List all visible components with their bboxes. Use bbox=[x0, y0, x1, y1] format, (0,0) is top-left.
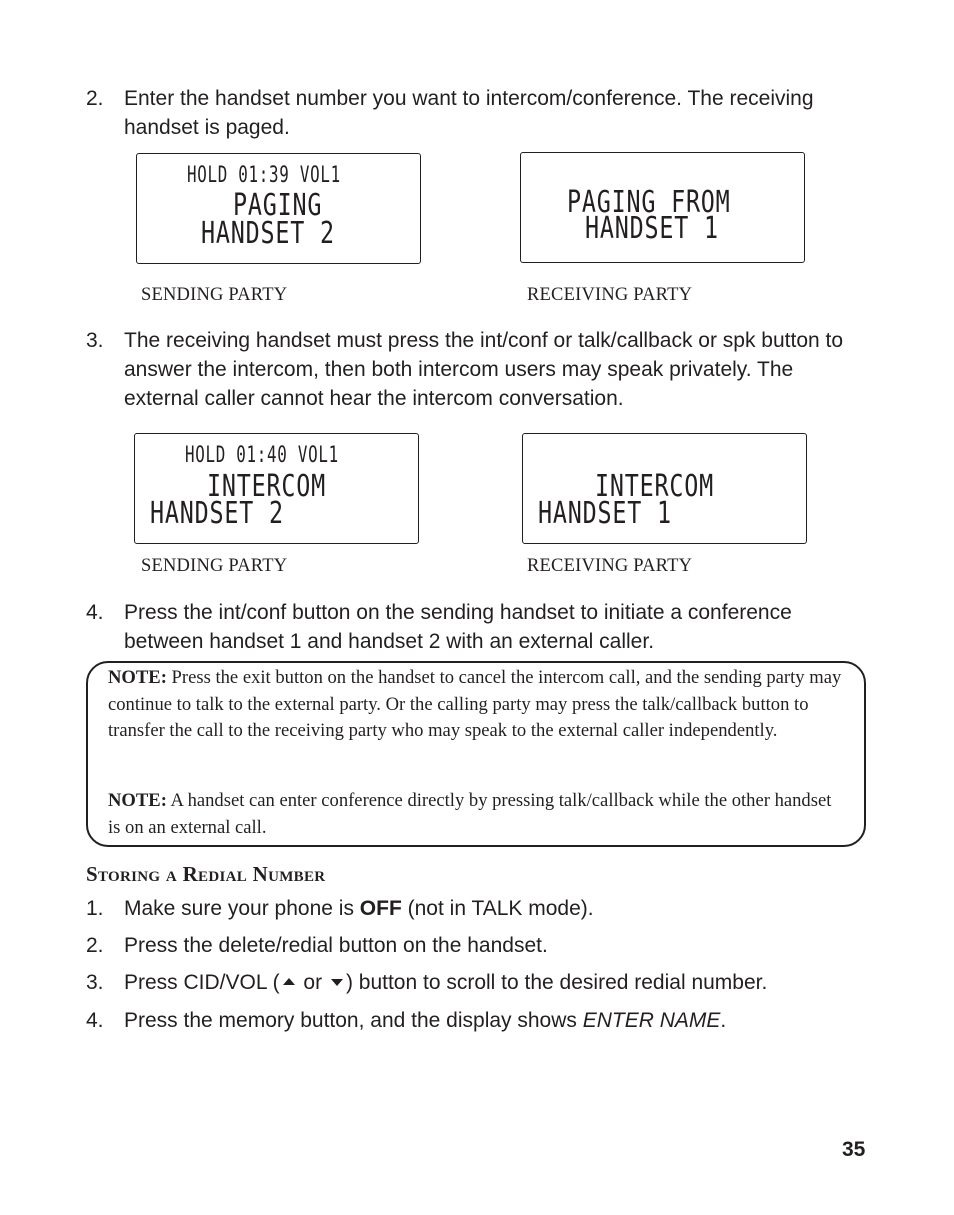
step-number: 4. bbox=[86, 601, 104, 624]
note-label: NOTE: bbox=[108, 790, 167, 811]
step-number: 1. bbox=[86, 897, 104, 920]
note-text: Press the exit button on the handset to cancel the intercom call, and the sending party may continue to talk to the external party. Or the calling party may press the talk/callback button to transfer the call to the receiving party who may speak to the external caller independently. bbox=[108, 667, 842, 741]
lcd-line: HANDSET 2 bbox=[150, 496, 284, 531]
lcd-line: HOLD 01:40 VOL1 bbox=[185, 443, 339, 468]
lcd-line: HANDSET 1 bbox=[585, 211, 719, 246]
up-arrow-icon bbox=[283, 978, 295, 985]
item-text: . bbox=[720, 1009, 727, 1032]
lcd-line: HANDSET 2 bbox=[201, 216, 335, 251]
item-text: (not in TALK mode). bbox=[401, 897, 594, 920]
step-number: 2. bbox=[86, 934, 104, 957]
step-text: The receiving handset must press the int/conf or talk/callback or spk button to answer the intercom, then both intercom users may speak privately. The external caller cannot hear the intercom conversation. bbox=[124, 329, 844, 410]
item-text: Make sure your phone is bbox=[124, 897, 360, 920]
section-heading: Storing a Redial Number bbox=[86, 862, 326, 886]
step-number: 4. bbox=[86, 1009, 104, 1032]
caption-sending-party: SENDING PARTY bbox=[141, 556, 288, 576]
caption-receiving-party: RECEIVING PARTY bbox=[527, 556, 693, 576]
item-text: Press the delete/redial button on the handset. bbox=[124, 934, 548, 957]
lcd-line: INTERCOM bbox=[207, 469, 326, 504]
step-2 bbox=[86, 84, 856, 142]
step-number: 3. bbox=[86, 971, 104, 994]
list-item bbox=[86, 1006, 856, 1035]
note-1 bbox=[108, 665, 843, 745]
item-text: Press the memory button, and the display shows bbox=[124, 1009, 583, 1032]
step-number: 3. bbox=[86, 329, 104, 352]
step-text: Press the int/conf button on the sending handset to initiate a conference between handset 1 and handset 2 with an external caller. bbox=[124, 601, 792, 653]
step-4 bbox=[86, 598, 856, 656]
caption-sending-party: SENDING PARTY bbox=[141, 285, 288, 305]
item-text: ) button to scroll to the desired redial number. bbox=[345, 971, 768, 994]
item-text: or bbox=[297, 971, 328, 994]
lcd-intercom-receiving bbox=[522, 433, 807, 544]
caption-receiving-party: RECEIVING PARTY bbox=[527, 285, 693, 305]
step-3 bbox=[86, 326, 856, 413]
step-text: Enter the handset number you want to intercom/conference. The receiving handset is paged. bbox=[124, 87, 814, 139]
step-number: 2. bbox=[86, 87, 104, 110]
lcd-intercom-sending bbox=[134, 433, 419, 544]
note-label: NOTE: bbox=[108, 667, 167, 688]
item-text: Press CID/VOL ( bbox=[124, 971, 280, 994]
note-text: A handset can enter conference directly by pressing talk/callback while the other handset is on an external call. bbox=[108, 790, 832, 838]
list-item bbox=[86, 894, 856, 923]
list-item bbox=[86, 931, 856, 960]
lcd-paging-receiving bbox=[520, 152, 805, 263]
lcd-line: INTERCOM bbox=[595, 469, 714, 504]
down-arrow-icon bbox=[331, 979, 343, 986]
lcd-line: HANDSET 1 bbox=[538, 496, 672, 531]
lcd-line: HOLD 01:39 VOL1 bbox=[187, 163, 341, 188]
item-italic-text: ENTER NAME bbox=[582, 1009, 721, 1032]
list-item bbox=[86, 968, 856, 997]
lcd-line: PAGING FROM bbox=[567, 185, 731, 220]
lcd-line: PAGING bbox=[233, 188, 323, 223]
page-number: 35 bbox=[842, 1138, 866, 1161]
item-bold-text: OFF bbox=[359, 897, 402, 920]
note-2 bbox=[108, 788, 843, 841]
lcd-paging-sending bbox=[136, 153, 421, 264]
